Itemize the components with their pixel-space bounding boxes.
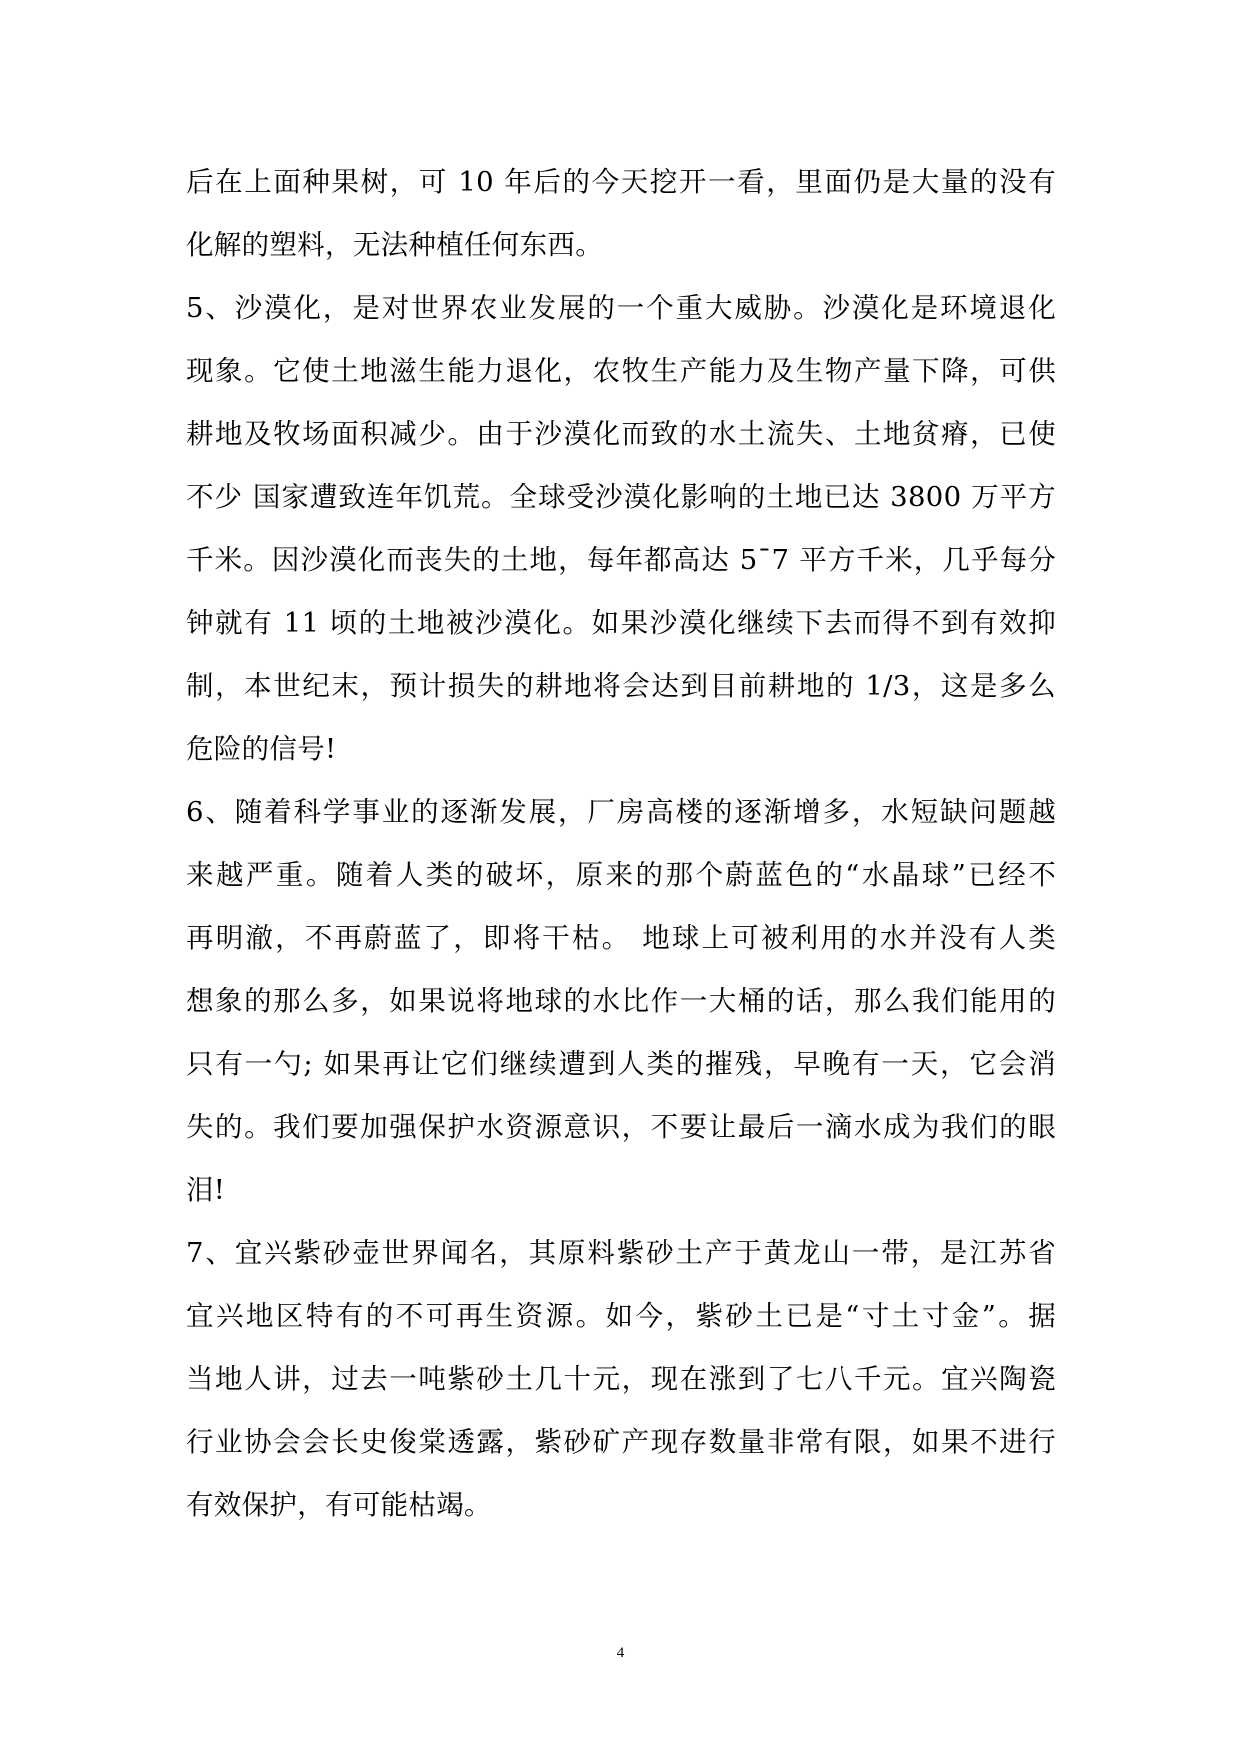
text-line: 宜兴地区特有的不可再生资源。如今，紫砂土已是“寸土寸金”。据 — [186, 1300, 1056, 1332]
text-line: 千米。因沙漠化而丧失的土地，每年都高达 5¯7 平方千米，几乎每分 — [186, 544, 1056, 576]
text-line: 7、宜兴紫砂壶世界闻名，其原料紫砂土产于黄龙山一带，是江苏省 — [186, 1237, 1056, 1269]
text-line: 失的。我们要加强保护水资源意识，不要让最后一滴水成为我们的眼 — [186, 1111, 1056, 1143]
page-number: 4 — [616, 1645, 625, 1661]
text-line: 当地人讲，过去一吨紫砂土几十元，现在涨到了七八千元。宜兴陶瓷 — [186, 1363, 1056, 1395]
text-line: 制，本世纪末，预计损失的耕地将会达到目前耕地的 1/3，这是多么 — [186, 670, 1056, 702]
text-line: 5、沙漠化，是对世界农业发展的一个重大威胁。沙漠化是环境退化 — [186, 292, 1056, 324]
text-line: 想象的那么多，如果说将地球的水比作一大桶的话，那么我们能用的 — [186, 985, 1056, 1017]
text-line: 6、随着科学事业的逐渐发展，厂房高楼的逐渐增多，水短缺问题越 — [186, 796, 1056, 828]
text-line: 危险的信号! — [186, 733, 337, 765]
text-line: 只有一勺; 如果再让它们继续遭到人类的摧残，早晚有一天，它会消 — [186, 1048, 1056, 1080]
text-line: 化解的塑料，无法种植任何东西。 — [186, 229, 603, 261]
text-line: 有效保护，有可能枯竭。 — [186, 1489, 492, 1521]
text-line: 来越严重。随着人类的破坏，原来的那个蔚蓝色的“水晶球”已经不 — [186, 859, 1056, 891]
text-line: 泪! — [186, 1174, 226, 1206]
body-text — [186, 158, 1056, 1544]
text-line: 行业协会会长史俊棠透露，紫砂矿产现存数量非常有限，如果不进行 — [186, 1426, 1056, 1458]
text-line: 不少 国家遭致连年饥荒。全球受沙漠化影响的土地已达 3800 万平方 — [186, 481, 1056, 513]
text-line: 后在上面种果树，可 10 年后的今天挖开一看，里面仍是大量的没有 — [186, 166, 1056, 198]
text-line: 钟就有 11 顷的土地被沙漠化。如果沙漠化继续下去而得不到有效抑 — [186, 607, 1056, 639]
text-line: 再明澈，不再蔚蓝了，即将干枯。 地球上可被利用的水并没有人类 — [186, 922, 1056, 954]
text-line: 现象。它使土地滋生能力退化，农牧生产能力及生物产量下降，可供 — [186, 355, 1056, 387]
text-line: 耕地及牧场面积减少。由于沙漠化而致的水土流失、土地贫瘠，已使 — [186, 418, 1056, 450]
